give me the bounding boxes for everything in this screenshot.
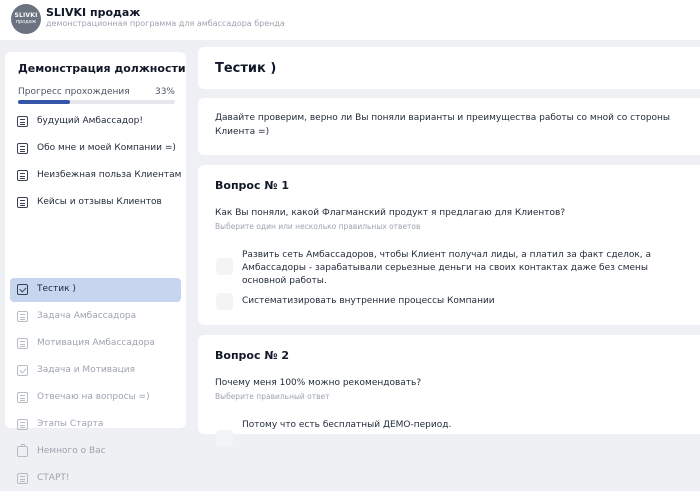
question-hint: Выберите правильный ответ	[215, 392, 330, 401]
lesson-title-card	[198, 47, 700, 89]
document-icon	[17, 392, 28, 403]
document-icon	[17, 170, 28, 181]
sidebar-item-label: Задача Амбассадора	[37, 311, 137, 321]
document-icon	[17, 311, 28, 322]
app-name: SLIVKI продаж	[46, 6, 141, 19]
sidebar-lesson-list[interactable]	[10, 114, 182, 483]
app-subtitle: демонстрационная программа для амбассадора бренда	[46, 19, 285, 28]
question-title: Вопрос № 1	[215, 179, 290, 192]
question-card-2	[198, 335, 700, 434]
app-header	[0, 0, 700, 40]
sidebar-item-label: СТАРТ!	[37, 473, 70, 483]
sidebar-item-label: Отвечаю на вопросы =)	[37, 392, 150, 402]
sidebar-item-task-motivation[interactable]	[10, 359, 181, 383]
brand-logo[interactable]	[11, 4, 41, 34]
sidebar-item-label: Этапы Старта	[37, 419, 104, 429]
answer-checkbox[interactable]	[216, 258, 233, 275]
sidebar-item-client-benefit[interactable]	[10, 164, 181, 188]
course-sidebar	[5, 52, 186, 483]
question-hint: Выберите один или несколько правильных ответов	[215, 222, 421, 231]
answer-checkbox[interactable]	[216, 293, 233, 310]
checkbox-icon	[17, 365, 28, 376]
progress-percent: 33%	[154, 87, 175, 97]
question-title: Вопрос № 2	[215, 349, 290, 362]
sidebar-item-answers[interactable]	[10, 386, 181, 410]
document-icon	[17, 116, 28, 127]
sidebar-item-test[interactable]	[10, 278, 181, 302]
answer-option[interactable]: Потому что есть бесплатный ДЕМО-период.	[242, 420, 452, 430]
sidebar-item-start[interactable]	[10, 467, 181, 491]
intro-text: Давайте проверим, верно ли Вы поняли варианты и преимущества работы со мной со стороны Клиента =)	[215, 113, 671, 137]
sidebar-item-ambassador-motivation[interactable]	[10, 332, 181, 356]
progress-label: Прогресс прохождения	[18, 87, 130, 97]
sidebar-item-label: Задача и Мотивация	[37, 365, 135, 375]
document-icon	[17, 419, 28, 430]
sidebar-item-label: Немного о Вас	[37, 446, 106, 456]
sidebar-title: Демонстрация должности	[18, 62, 186, 75]
intro-card	[198, 98, 700, 155]
sidebar-item-ambassador-task[interactable]	[10, 305, 181, 329]
answer-option[interactable]: Развить сеть Амбассадоров, чтобы Клиент получал лиды, а платил за факт сделок, а Амбассадоры - зарабатывали серьезные деньги на своих контактах даже без смены основной работы.	[242, 250, 652, 286]
document-icon	[17, 143, 28, 154]
sidebar-item-label: Неизбежная польза Клиентам	[37, 170, 182, 180]
question-card-1	[198, 165, 700, 325]
question-text: Как Вы поняли, какой Флагманский продукт я предлагаю для Клиентов?	[215, 208, 566, 218]
sidebar-item-label: Мотивация Амбассадора	[37, 338, 155, 348]
sidebar-item-label: Кейсы и отзывы Клиентов	[37, 197, 162, 207]
sidebar-item-about-you[interactable]	[10, 440, 181, 464]
answer-option[interactable]: Систематизировать внутренние процессы Компании	[242, 296, 495, 306]
document-icon	[17, 197, 28, 208]
sidebar-item-about-me[interactable]	[10, 137, 181, 161]
briefcase-icon	[17, 446, 28, 457]
sidebar-item-future-ambassador[interactable]	[10, 110, 181, 134]
logo-text-bottom: продаж	[15, 19, 37, 25]
sidebar-item-label: Тестик )	[37, 284, 76, 294]
sidebar-item-label: будущий Амбассадор!	[37, 116, 143, 126]
sidebar-item-label: Обо мне и моей Компании =)	[37, 143, 176, 153]
progress-bar-fill	[18, 100, 70, 104]
checkbox-icon	[17, 284, 28, 295]
sidebar-item-start-stages[interactable]	[10, 413, 181, 437]
logo-text-top: SLIVKI	[14, 12, 38, 19]
document-icon	[17, 473, 28, 484]
question-text: Почему меня 100% можно рекомендовать?	[215, 378, 422, 388]
page-title: Тестик )	[215, 61, 277, 76]
sidebar-item-cases-reviews[interactable]	[10, 191, 181, 215]
answer-radio[interactable]	[216, 430, 233, 447]
progress-bar	[18, 100, 175, 104]
document-icon	[17, 338, 28, 349]
